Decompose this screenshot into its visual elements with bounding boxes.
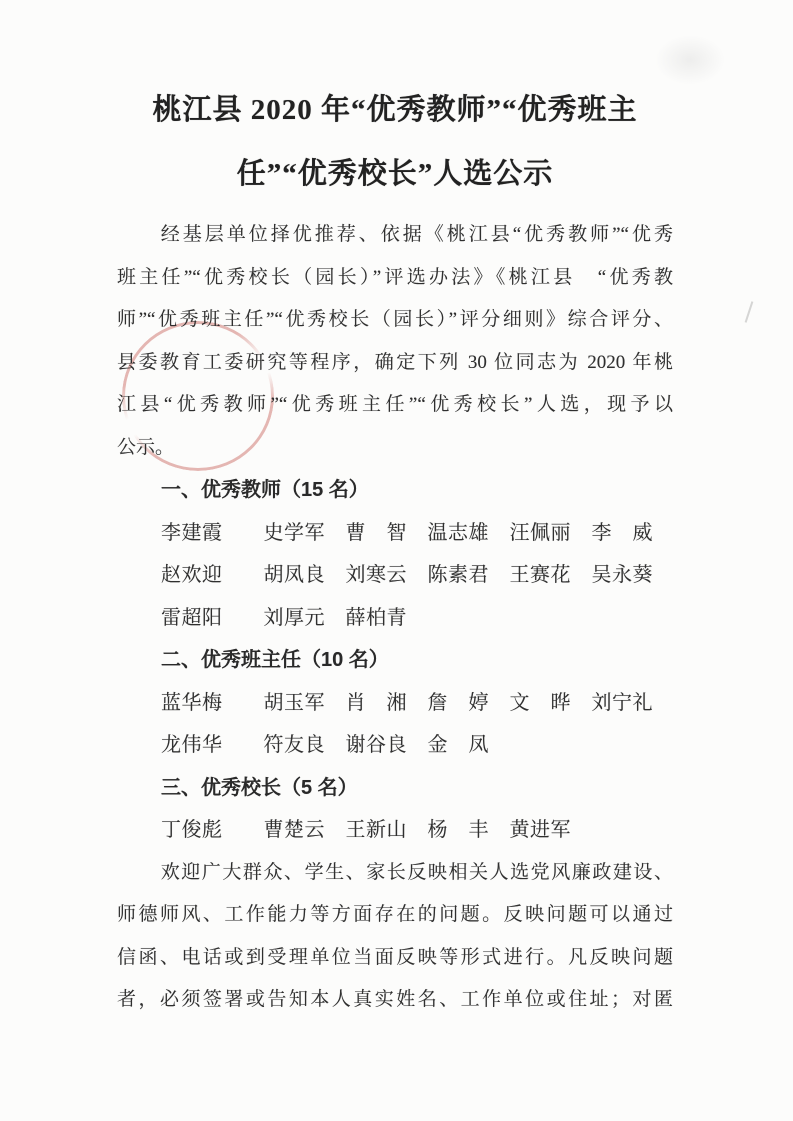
para-line: 者，必须签署或告知本人真实姓名、工作单位或住址；对匿 [117,989,673,1010]
document-title [105,78,685,206]
name-row: 雷超阳 刘厚元 薛柏青 [161,606,407,629]
feedback-paragraph [117,852,673,1022]
name-row: 李建霞 史学军 曹 智 温志雄 汪佩丽 李 威 [161,521,653,544]
para-line: 师德师风、工作能力等方面存在的问题。反映问题可以通过 [117,904,673,925]
section-excellent-teachers [117,469,673,639]
title-line-1: 桃江县 2020 年“优秀教师”“优秀班主 [152,94,638,126]
para-line: 县委教育工委研究等程序，确定下列 30 位同志为 2020 年桃 [117,351,673,373]
section-heading: 三、优秀校长（5 名） [161,776,358,799]
para-line: 欢迎广大群众、学生、家长反映相关人选党风廉政建设、 [160,861,673,883]
section-heading: 二、优秀班主任（10 名） [161,649,389,671]
para-line: 公示。 [117,436,175,458]
para-line: 经基层单位择优推荐、依据《桃江县“优秀教师”“优秀 [160,224,673,245]
para-line: 信函、电话或到受理单位当面反映等形式进行。凡反映问题 [117,946,673,968]
section-heading: 一、优秀教师（15 名） [161,479,369,501]
name-row: 赵欢迎 胡凤良 刘寒云 陈素君 王赛花 吴永葵 [161,564,653,586]
name-row: 丁俊彪 曹楚云 王新山 杨 丰 黄进军 [161,819,571,841]
section-excellent-class-teachers [117,639,673,767]
para-line: 师”“优秀班主任”“优秀校长（园长）”评分细则》综合评分、 [117,309,673,330]
document-body [117,214,673,1022]
section-excellent-principals [117,767,673,852]
name-row: 蓝华梅 胡玉军 肖 湘 詹 婷 文 晔 刘宁礼 [161,691,653,714]
intro-paragraph [117,214,673,469]
name-row: 龙伟华 符友良 谢谷良 金 凤 [161,734,489,756]
para-line: 班主任”“优秀校长（园长）”评选办法》《桃江县 “优秀教 [117,266,673,288]
title-line-2: 任”“优秀校长”人选公示 [236,158,554,190]
para-line: 江县“优秀教师”“优秀班主任”“优秀校长”人选，现予以 [117,394,673,415]
